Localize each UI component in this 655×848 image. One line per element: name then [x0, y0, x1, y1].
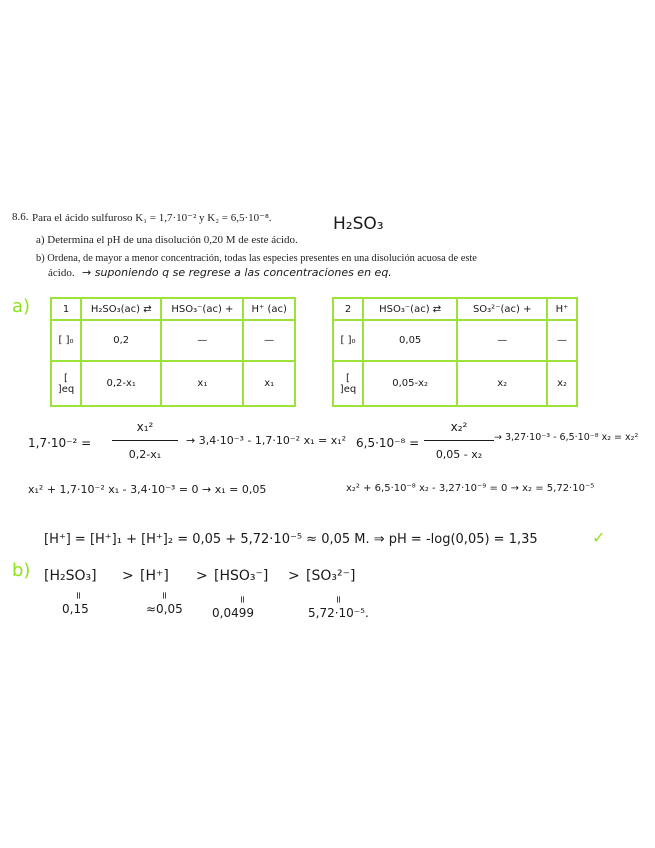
- table-cell: —: [547, 320, 577, 361]
- table-cell: 0,05-x₂: [363, 361, 457, 406]
- check-mark-icon: ✓: [592, 528, 606, 547]
- order-value-4: 5,72·10⁻⁵.: [308, 606, 369, 620]
- eq2-fraction-bar: [424, 440, 494, 441]
- table-cell: [ ]₀: [333, 320, 363, 361]
- eq2-right: → 3,27·10⁻³ - 6,5·10⁻⁸ x₂ = x₂²: [494, 432, 639, 443]
- ice-table-2: [332, 297, 578, 407]
- problem-number: 8.6.: [12, 211, 29, 223]
- order-greater-2: >: [196, 568, 208, 584]
- eq2-left: 6,5·10⁻⁸ =: [356, 436, 420, 450]
- table-row: [51, 320, 295, 361]
- problem-statement: Para el ácido sulfuroso K₁ = 1,7·10⁻² y K₂ = 6,5·10⁻⁸.: [32, 212, 272, 224]
- eq1-fraction-bar: [112, 440, 178, 441]
- eq1-quadratic: x₁² + 1,7·10⁻² x₁ - 3,4·10⁻³ = 0 → x₁ = 0,05: [28, 483, 267, 496]
- table-cell: 1: [51, 298, 81, 320]
- order-species-2: [H⁺]: [140, 568, 169, 584]
- order-greater-3: >: [288, 568, 300, 584]
- order-value-1: 0,15: [62, 602, 89, 616]
- eq1-right: → 3,4·10⁻³ - 1,7·10⁻² x₁ = x₁²: [186, 434, 347, 447]
- order-value-2: ≈0,05: [146, 602, 183, 616]
- eq2-numerator: x₂²: [450, 420, 468, 434]
- problem-part-b-line2: ácido.: [48, 267, 75, 279]
- table-cell: H⁺ (ac): [243, 298, 295, 320]
- problem-part-b-line1: b) Ordena, de mayor a menor concentración, todas las especies presentes en una disolución acuosa de este: [36, 253, 477, 264]
- problem-part-a: a) Determina el pH de una disolución 0,20 M de este ácido.: [36, 234, 298, 246]
- equals-mark: =: [332, 595, 344, 604]
- eq1-denominator: 0,2-x₁: [128, 448, 162, 461]
- table-cell: H₂SO₃(ac) ⇄: [81, 298, 161, 320]
- section-a-label: a): [12, 296, 31, 317]
- table-cell: [ ]₀: [51, 320, 81, 361]
- table-cell: x₂: [457, 361, 547, 406]
- order-species-4: [SO₃²⁻]: [306, 568, 356, 584]
- table-row: [333, 320, 577, 361]
- order-species-1: [H₂SO₃]: [44, 568, 97, 584]
- eq2-quadratic: x₂² + 6,5·10⁻⁸ x₂ - 3,27·10⁻⁹ = 0 → x₂ = 5,72·10⁻⁵: [346, 483, 595, 494]
- equals-mark: =: [158, 591, 170, 600]
- table-cell: H⁺: [547, 298, 577, 320]
- table-cell: —: [457, 320, 547, 361]
- table-cell: x₁: [243, 361, 295, 406]
- table-row: [333, 361, 577, 406]
- table-row: [51, 361, 295, 406]
- equals-mark: =: [72, 591, 84, 600]
- table-cell: [ ]eq: [51, 361, 81, 406]
- table-cell: x₁: [161, 361, 243, 406]
- table-row: [333, 298, 577, 320]
- eq1-numerator: x₁²: [136, 420, 154, 434]
- formula-heading: H₂SO₃: [333, 214, 384, 234]
- eq1-left: 1,7·10⁻² =: [28, 436, 92, 450]
- table-cell: 2: [333, 298, 363, 320]
- table-cell: HSO₃⁻(ac) ⇄: [363, 298, 457, 320]
- table-row: [51, 298, 295, 320]
- assumption-note: → suponiendo q se regrese a las concentraciones en eq.: [82, 266, 392, 279]
- table-cell: 0,2-x₁: [81, 361, 161, 406]
- ice-table-1: [50, 297, 296, 407]
- order-greater-1: >: [122, 568, 134, 584]
- equals-mark: =: [236, 595, 248, 604]
- section-b-label: b): [12, 560, 31, 581]
- table-cell: —: [161, 320, 243, 361]
- table-cell: 0,2: [81, 320, 161, 361]
- table-cell: 0,05: [363, 320, 457, 361]
- table-cell: SO₃²⁻(ac) +: [457, 298, 547, 320]
- table-cell: HSO₃⁻(ac) +: [161, 298, 243, 320]
- table-cell: [ ]eq: [333, 361, 363, 406]
- ph-result-line: [H⁺] = [H⁺]₁ + [H⁺]₂ = 0,05 + 5,72·10⁻⁵ ≈ 0,05 M. ⇒ pH = -log(0,05) = 1,35: [44, 532, 538, 547]
- eq2-denominator: 0,05 - x₂: [435, 448, 483, 461]
- table-cell: x₂: [547, 361, 577, 406]
- order-value-3: 0,0499: [212, 606, 254, 620]
- order-species-3: [HSO₃⁻]: [214, 568, 269, 584]
- table-cell: —: [243, 320, 295, 361]
